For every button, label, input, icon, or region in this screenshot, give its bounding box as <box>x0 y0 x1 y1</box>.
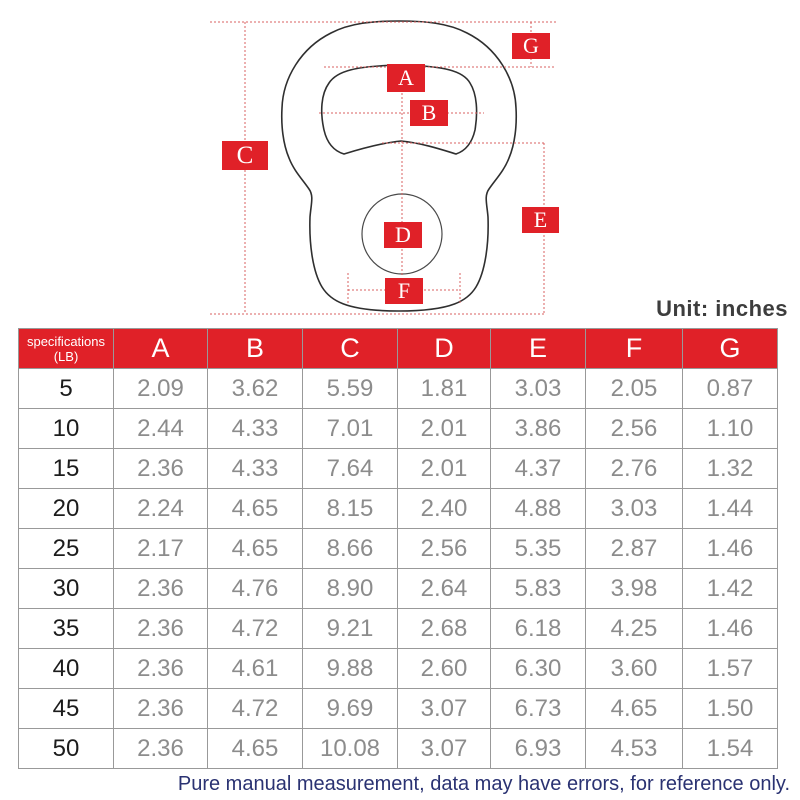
footer-disclaimer: Pure manual measurement, data may have errors, for reference only. <box>177 773 790 795</box>
value-cell-g: 1.57 <box>683 649 778 689</box>
value-cell-c: 5.59 <box>303 369 398 409</box>
dim-label-f: F <box>385 278 423 304</box>
dim-label-c: C <box>222 141 268 170</box>
value-cell-d: 2.68 <box>398 609 491 649</box>
value-cell-e: 4.37 <box>491 449 586 489</box>
table-row <box>19 729 778 769</box>
table-body <box>19 369 778 769</box>
value-cell-d: 2.40 <box>398 489 491 529</box>
value-cell-c: 9.69 <box>303 689 398 729</box>
specifications-table <box>18 328 778 769</box>
value-cell-a: 2.44 <box>114 409 208 449</box>
value-cell-f: 2.76 <box>586 449 683 489</box>
value-cell-a: 2.36 <box>114 609 208 649</box>
value-cell-f: 2.87 <box>586 529 683 569</box>
spec-weight-cell: 40 <box>19 649 114 689</box>
table-header-specifications <box>19 329 114 369</box>
value-cell-d: 1.81 <box>398 369 491 409</box>
value-cell-d: 2.56 <box>398 529 491 569</box>
value-cell-b: 4.33 <box>208 449 303 489</box>
value-cell-d: 2.01 <box>398 449 491 489</box>
value-cell-a: 2.24 <box>114 489 208 529</box>
value-cell-b: 4.33 <box>208 409 303 449</box>
value-cell-c: 8.90 <box>303 569 398 609</box>
table-row <box>19 569 778 609</box>
value-cell-f: 3.60 <box>586 649 683 689</box>
value-cell-b: 4.72 <box>208 689 303 729</box>
value-cell-g: 1.44 <box>683 489 778 529</box>
value-cell-g: 1.10 <box>683 409 778 449</box>
unit-label: Unit: inches <box>656 296 788 321</box>
value-cell-b: 4.65 <box>208 529 303 569</box>
dim-label-a: A <box>387 64 425 92</box>
spec-weight-cell: 30 <box>19 569 114 609</box>
value-cell-f: 3.03 <box>586 489 683 529</box>
value-cell-c: 8.15 <box>303 489 398 529</box>
table-row <box>19 529 778 569</box>
value-cell-a: 2.36 <box>114 729 208 769</box>
value-cell-c: 7.01 <box>303 409 398 449</box>
value-cell-c: 7.64 <box>303 449 398 489</box>
dim-label-d: D <box>384 222 422 248</box>
value-cell-a: 2.36 <box>114 569 208 609</box>
value-cell-a: 2.17 <box>114 529 208 569</box>
value-cell-b: 4.65 <box>208 729 303 769</box>
value-cell-b: 4.76 <box>208 569 303 609</box>
value-cell-d: 2.60 <box>398 649 491 689</box>
table-row <box>19 649 778 689</box>
dim-label-e: E <box>522 207 559 233</box>
value-cell-c: 8.66 <box>303 529 398 569</box>
spec-weight-cell: 50 <box>19 729 114 769</box>
value-cell-c: 9.21 <box>303 609 398 649</box>
table-header-g: G <box>683 329 778 369</box>
value-cell-d: 2.01 <box>398 409 491 449</box>
spec-weight-cell: 15 <box>19 449 114 489</box>
value-cell-g: 1.50 <box>683 689 778 729</box>
table-row <box>19 689 778 729</box>
value-cell-b: 3.62 <box>208 369 303 409</box>
table-header-d: D <box>398 329 491 369</box>
value-cell-e: 6.73 <box>491 689 586 729</box>
spec-weight-cell: 10 <box>19 409 114 449</box>
value-cell-g: 1.46 <box>683 529 778 569</box>
dim-label-g: G <box>512 33 550 59</box>
value-cell-a: 2.36 <box>114 449 208 489</box>
table-header-e: E <box>491 329 586 369</box>
value-cell-e: 3.03 <box>491 369 586 409</box>
value-cell-g: 1.42 <box>683 569 778 609</box>
value-cell-b: 4.65 <box>208 489 303 529</box>
value-cell-a: 2.36 <box>114 649 208 689</box>
value-cell-f: 4.53 <box>586 729 683 769</box>
value-cell-e: 6.93 <box>491 729 586 769</box>
value-cell-g: 1.46 <box>683 609 778 649</box>
value-cell-e: 6.30 <box>491 649 586 689</box>
value-cell-e: 3.86 <box>491 409 586 449</box>
table-row <box>19 489 778 529</box>
value-cell-f: 2.56 <box>586 409 683 449</box>
dim-label-b: B <box>410 100 448 126</box>
value-cell-e: 5.35 <box>491 529 586 569</box>
spec-weight-cell: 45 <box>19 689 114 729</box>
value-cell-b: 4.72 <box>208 609 303 649</box>
table-header-b: B <box>208 329 303 369</box>
value-cell-d: 2.64 <box>398 569 491 609</box>
table-header-c: C <box>303 329 398 369</box>
spec-weight-cell: 25 <box>19 529 114 569</box>
value-cell-f: 4.25 <box>586 609 683 649</box>
value-cell-e: 5.83 <box>491 569 586 609</box>
table-header-f: F <box>586 329 683 369</box>
table-row <box>19 369 778 409</box>
value-cell-g: 0.87 <box>683 369 778 409</box>
value-cell-f: 4.65 <box>586 689 683 729</box>
spec-header-line1: specifications <box>26 333 106 349</box>
value-cell-e: 4.88 <box>491 489 586 529</box>
value-cell-f: 2.05 <box>586 369 683 409</box>
spec-weight-cell: 20 <box>19 489 114 529</box>
value-cell-e: 6.18 <box>491 609 586 649</box>
value-cell-f: 3.98 <box>586 569 683 609</box>
value-cell-a: 2.09 <box>114 369 208 409</box>
spec-weight-cell: 5 <box>19 369 114 409</box>
table-row <box>19 609 778 649</box>
value-cell-d: 3.07 <box>398 689 491 729</box>
table-row <box>19 449 778 489</box>
value-cell-g: 1.32 <box>683 449 778 489</box>
spec-header-line2: (LB) <box>53 348 79 364</box>
kettlebell-dimension-diagram <box>0 0 800 326</box>
value-cell-c: 9.88 <box>303 649 398 689</box>
value-cell-d: 3.07 <box>398 729 491 769</box>
value-cell-a: 2.36 <box>114 689 208 729</box>
table-row <box>19 409 778 449</box>
value-cell-g: 1.54 <box>683 729 778 769</box>
table-header-a: A <box>114 329 208 369</box>
table-header-row <box>19 329 778 369</box>
spec-weight-cell: 35 <box>19 609 114 649</box>
value-cell-c: 10.08 <box>303 729 398 769</box>
value-cell-b: 4.61 <box>208 649 303 689</box>
